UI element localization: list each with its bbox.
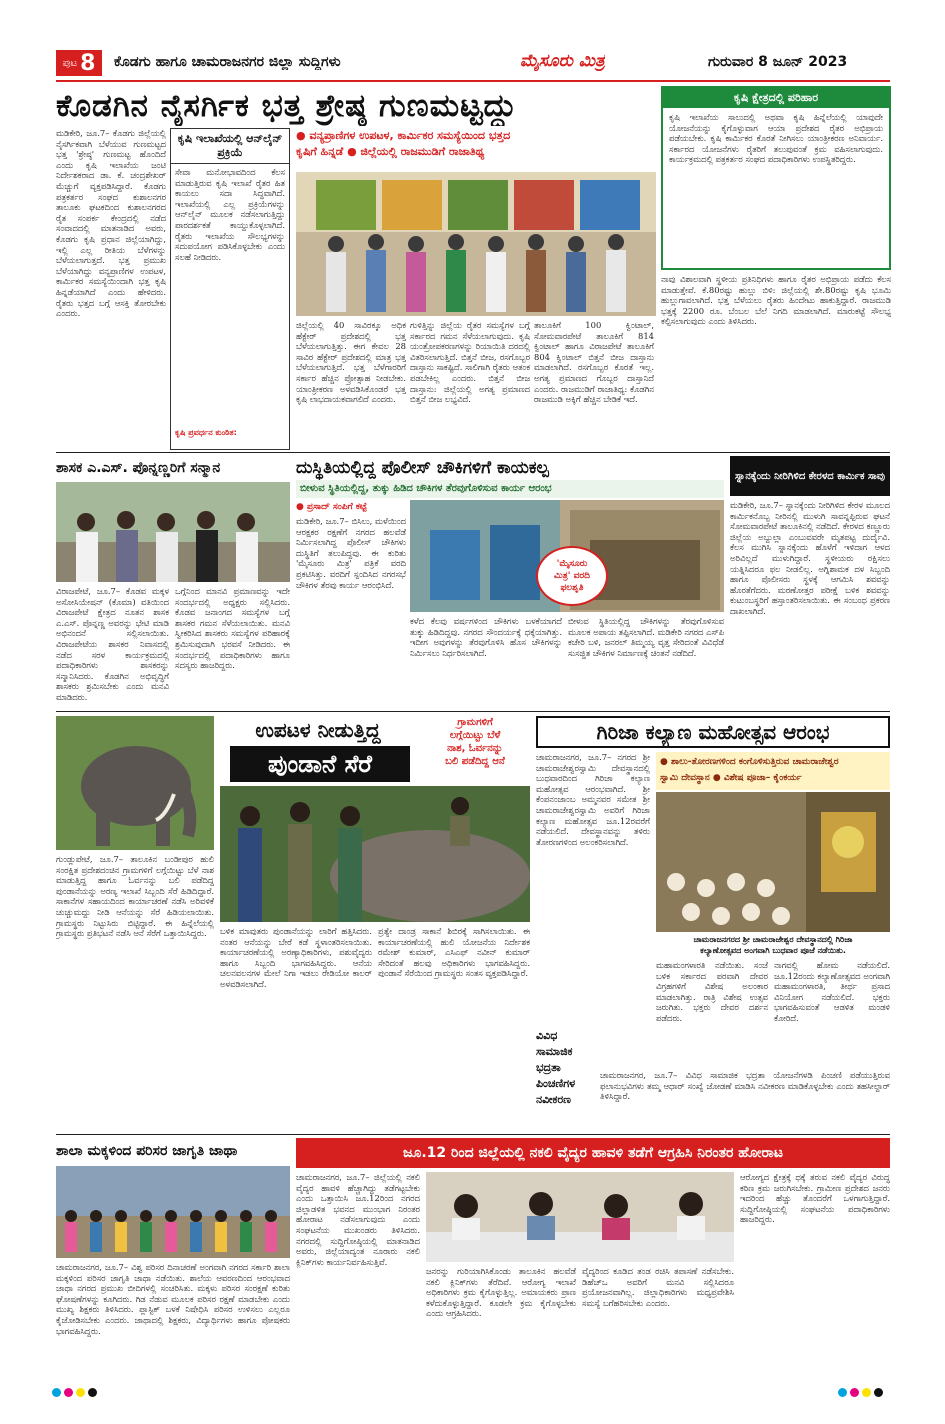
lead-box-byline: ಕೃಷಿ ಪ್ರವರ್ಧನ ಕುಂಠಿತ: — [175, 428, 237, 437]
doctors-col-4: ಆರೋಗ್ಯದ ಕ್ಷೇತ್ರಕ್ಕೆ ಧಕ್ಕೆ ತರುವ ನಕಲಿ ವೈದ್ಯರ ವಿರುದ್ಧ ಕಠಿಣ ಕ್ರಮ ಜರುಗಿಸಬೇಕು. ಗ್ರಾಮೀಣ ಪ್ರದೇಶದ ಜನರು ಇದರಿಂದ ಹೆಚ್ಚು ತೊಂದರೆಗೆ ಒಳಗಾಗುತ್ತಿದ್ದಾರೆ. ಸುದ್ದಿಗೋಷ್ಠಿಯಲ್ಲಿ ಸಂಘಟನೆಯ ಪದಾಧಿಕಾರಿಗಳು ಹಾಜರಿದ್ದರು. — [740, 1172, 890, 1225]
registration-marks-left — [52, 1382, 100, 1401]
page-number-box — [56, 50, 102, 76]
doctors-col-3: ವೈದ್ಯರಿಂದ ಕೂಡಿದ ತಂಡ ರಚಿಸಿ ತಪಾಸಣೆ ನಡೆಸಬೇಕು. ಡಿಹೆಚ್‌ಒ ಅವರಿಗೆ ಮನವಿ ಸಲ್ಲಿಸಿದರೂ ಪ್ರಯೋಜನವಾಗಿಲ್ಲ. ಜಿಲ್ಲಾಧಿಕಾರಿಗಳು ಮಧ್ಯಪ್ರವೇಶಿಸಿ ಸಮಸ್ಯೆ ಬಗೆಹರಿಸಬೇಕು ಎಂದರು. — [582, 1266, 734, 1308]
elephant-tag-1: ಗ್ರಾಮಗಳಿಗೆ — [457, 717, 493, 728]
lead-col-5: ತಾಲೂಕಿಗೆ 100 ಕ್ವಿಂಟಾಲ್, ಸೋಮವಾರಪೇಟೆ ತಾಲೂಕಿಗೆ 814 ಕ್ವಿಂಟಾಲ್ ಹಾಗೂ ವಿರಾಜಪೇಟೆ ತಾಲೂಕಿಗೆ 804 ಕ್ವಿಂಟಾಲ್ ಬಿತ್ತನೆ ಬೀಜ ದಾಸ್ತಾನು ಮಾಡಲಾಗಿದೆ. ರಸಗೊಬ್ಬರ ಕೊರತೆ ಇಲ್ಲ. ಅಗತ್ಯ ಪ್ರಮಾಣದ ಗೊಬ್ಬರ ದಾಸ್ತಾನಿದೆ ಎಂದರು. ರಾಜಮುಡಿಗೆ ರಾಜಾತಿಥ್ಯ: ಕೊಡಗಿನ ರಾಜಮುಡಿ ಅಕ್ಕಿಗೆ ಹೆಚ್ಚಿನ ಬೇಡಿಕೆ ಇದೆ. — [534, 320, 654, 405]
girija-caption-1: ಚಾಮರಾಜನಗರದ ಶ್ರೀ ಚಾಮರಾಜೇಶ್ವರ ದೇವಸ್ಥಾನದಲ್ಲಿ ಗಿರಿಜಾ — [693, 935, 853, 944]
elephant-col-2: ಬಳಿಕ ಮಾವುತರು ಪುಂಡಾನೆಯನ್ನು ಲಾರಿಗೆ ಹತ್ತಿಸಿದರು. ನಂತರ ಆನೆಯನ್ನು ಬೇರೆ ಕಡೆ ಸ್ಥಳಾಂತರಿಸಲಾಯಿತು. ಕಾರ್ಯಾಚರಣೆಯಲ್ಲಿ ಅರಣ್ಯಾಧಿಕಾರಿಗಳು, ಪಶುವೈದ್ಯರು ಹಾಗೂ ಸಿಬ್ಬಂದಿ ಭಾಗವಹಿಸಿದ್ದರು. ಆನೆಯ ಚಲನವಲನಗಳ ಮೇಲೆ ನಿಗಾ ಇಡಲು ರೇಡಿಯೋ ಕಾಲರ್ ಅಳವಡಿಸಲಾಗಿದೆ. — [220, 926, 372, 989]
section-title: ಕೊಡಗು ಹಾಗೂ ಚಾಮರಾಜನಗರ ಜಿಲ್ಲಾ ಸುದ್ದಿಗಳು — [114, 54, 341, 70]
black-dot — [874, 1388, 883, 1397]
police-subhead: ಬೀಳುವ ಸ್ಥಿತಿಯಲ್ಲಿದ್ದ, ತುಕ್ಕು ಹಿಡಿದ ಚೌಕಿಗಳ ತೆರವುಗೊಳಿಸುವ ಕಾರ್ಯ ಆರಂಭ — [296, 480, 724, 498]
elephant-headline-1: ಉಪಟಳ ನೀಡುತ್ತಿದ್ದ — [255, 718, 381, 742]
girija-caption — [656, 934, 890, 956]
divider-1 — [56, 452, 890, 453]
police-photo — [410, 500, 724, 612]
police-col-2: ಕಳೆದ ಕೆಲವು ವರ್ಷಗಳಿಂದ ಚೌಕಿಗಳು ಬಳಕೆಯಾಗದೆ ತುಕ್ಕು ಹಿಡಿದಿದ್ದವು. ನಗರದ ಸೌಂದರ್ಯಕ್ಕೆ ಧಕ್ಕೆಯಾಗಿತ್ತು. ಇದೀಗ ಅವುಗಳನ್ನು ತೆರವುಗೊಳಿಸಿ ಹೊಸ ಚೌಕಿಗಳನ್ನು ನಿರ್ಮಿಸಲು ನಿರ್ಧರಿಸಲಾಗಿದೆ. — [410, 616, 562, 658]
magenta-dot — [850, 1388, 859, 1397]
lead-box-text: ಸೇವಾ ಮನೋಭಾವದಿಂದ ಕೆಲಸ ಮಾಡುತ್ತಿರುವ ಕೃಷಿ ಇಲಾಖೆ ರೈತರ ಹಿತ ಕಾಯಲು ಸದಾ ಸಿದ್ಧವಾಗಿದೆ. ಇಲಾಖೆಯಲ್ಲಿ ಎಲ್ಲ ಪ್ರಕ್ರಿಯೆಗಳನ್ನು ಆನ್‌ಲೈನ್ ಮೂಲಕ ನಡೆಸಲಾಗುತ್ತಿದ್ದು ಪಾರದರ್ಶಕತೆ ಕಾಯ್ದುಕೊಳ್ಳಲಾಗಿದೆ. ರೈತರು ಇಲಾಖೆಯ ಸೌಲಭ್ಯಗಳನ್ನು ಸದುಪಯೋಗ ಪಡಿಸಿಕೊಳ್ಳಬೇಕು ಎಂದು ಸಲಹೆ ನೀಡಿದರು. — [175, 167, 285, 262]
lead-col-4: ಗುಳಿತ್ತಿನ್ನು ಜಿಲ್ಲೆಯ ರೈತರ ಸಮಸ್ಯೆಗಳ ಬಗ್ಗೆ ಸರ್ಕಾರದ ಗಮನ ಸೆಳೆಯಲಾಗುವುದು. ಕೃಷಿ ಯಂತ್ರೋಪಕರಣಗಳನ್ನು ರಿಯಾಯಿತಿ ದರದಲ್ಲಿ ವಿತರಿಸಲಾಗುತ್ತಿದೆ. ಬಿತ್ತನೆ ಬೀಜ, ರಸಗೊಬ್ಬರ ದಾಸ್ತಾನು ಸಾಕಷ್ಟಿದೆ. ಸಾಲಿಗಾಗಿ ರೈತರು ಆತಂಕ ಪಡಬೇಕಿಲ್ಲ ಎಂದರು. ಬಿತ್ತನೆ ಬೀಜ ದಾಸ್ತಾನು: ಜಿಲ್ಲೆಯಲ್ಲಿ ಅಗತ್ಯ ಪ್ರಮಾಣದ ಬಿತ್ತನೆ ಬೀಜ ಲಭ್ಯವಿದೆ. — [410, 320, 530, 405]
girija-photo-image — [656, 792, 890, 932]
girija-caption-2: ಕಲ್ಯಾಣೋತ್ಸವದ ಅಂಗವಾಗಿ ಬುಧವಾರ ಪೂಜೆ ನಡೆಯಿತು. — [700, 946, 846, 955]
mla-col-1: ವಿರಾಜಪೇಟೆ, ಜೂ.7– ಕೊಡವ ಮಕ್ಕಳ ಅಸೋಸಿಯೇಷನ್ (ಕೊಮಾ) ವತಿಯಿಂದ ವಿರಾಜಪೇಟೆ ಕ್ಷೇತ್ರದ ನೂತನ ಶಾಸಕ ಎ.ಎಸ್. ಪೊನ್ನಣ್ಣ ಅವರನ್ನು ಭೇಟಿ ಮಾಡಿ ಅಭಿನಂದನೆ ಸಲ್ಲಿಸಲಾಯಿತು. ವಿರಾಜಪೇಟೆಯ ಶಾಸಕರ ನಿವಾಸದಲ್ಲಿ ನಡೆದ ಸರಳ ಕಾರ್ಯಕ್ರಮದಲ್ಲಿ ಪದಾಧಿಕಾರಿಗಳು ಶಾಸಕರನ್ನು ಸನ್ಮಾನಿಸಿದರು. ಕೊಡಗಿನ ಅಭಿವೃದ್ಧಿಗೆ ಶಾಸಕರು ಶ್ರಮಿಸಬೇಕು ಎಂದು ಮನವಿ ಮಾಡಿದರು. — [56, 586, 169, 702]
elephant-photo-1-image — [56, 716, 214, 850]
pension-label-3: ಭದ್ರತಾ — [536, 1061, 561, 1074]
school-headline: ಶಾಲಾ ಮಕ್ಕಳಿಂದ ಪರಿಸರ ಜಾಗೃತಿ ಜಾಥಾ — [56, 1143, 238, 1159]
elephant-tag — [420, 716, 530, 768]
lead-box-title: ಕೃಷಿ ಇಲಾಖೆಯಲ್ಲಿ ಆನ್‌ಲೈನ್ ಪ್ರಕ್ರಿಯೆ — [171, 129, 289, 164]
lead-col-1: ಮಡಿಕೇರಿ, ಜೂ.7– ಕೊಡಗು ಜಿಲ್ಲೆಯಲ್ಲಿ ನೈಸರ್ಗಿಕವಾಗಿ ಬೆಳೆಯುವ ಗುಣಮಟ್ಟದ ಭತ್ತ 'ಶ್ರೇಷ್ಠ' ಗುಣಮಟ್ಟ ಹೊಂದಿದೆ ಎಂದು ಕೃಷಿ ಇಲಾಖೆಯ ಜಂಟಿ ನಿರ್ದೇಶಕರಾದ ಡಾ. ಕೆ. ಚಂದ್ರಶೇಖರ್ ಮೆಚ್ಚುಗೆ ವ್ಯಕ್ತಪಡಿಸಿದ್ದಾರೆ. ಕೊಡಗು ಪತ್ರಕರ್ತರ ಸಂಘದ ಕುಶಾಲನಗರ ತಾಲೂಕು ಘಟಕದಿಂದ ಕುಶಾಲನಗರದ ರೈತ ಸಂಪರ್ಕ ಕೇಂದ್ರದಲ್ಲಿ ನಡೆದ ಸಂವಾದದಲ್ಲಿ ಮಾತನಾಡಿದ ಅವರು, ಕೊಡಗು ಕೃಷಿ ಪ್ರಧಾನ ಜಿಲ್ಲೆಯಾಗಿದ್ದು, ಇಲ್ಲಿ ಎಲ್ಲ ರೀತಿಯ ಬೆಳೆಗಳನ್ನು ಬೆಳೆಯಲಾಗುತ್ತದೆ. ಭತ್ತ ಪ್ರಮುಖ ಬೆಳೆಯಾಗಿದ್ದು ವನ್ಯಪ್ರಾಣಿಗಳ ಉಪಟಳ, ಕಾರ್ಮಿಕರ ಸಮಸ್ಯೆಯಿಂದಾಗಿ ಭತ್ತ ಕೃಷಿ ಹಿನ್ನಡೆಯಾಗಿದೆ ಎಂದು ಹೇಳಿದರು. ರೈತರು ಭತ್ತದ ಬಗ್ಗೆ ಆಸಕ್ತಿ ತೋರಬೇಕು ಎಂದರು. — [56, 128, 166, 319]
pension-label-2: ಸಾಮಾಜಿಕ — [536, 1045, 573, 1058]
magenta-dot — [64, 1388, 73, 1397]
yellow-dot — [862, 1388, 871, 1397]
elephant-photo-2-image — [220, 786, 530, 922]
kerala-headline: ಸ್ನಾನಕ್ಕೆಂದು ನೀರಿಗಿಳಿದ ಕೇರಳದ ಕಾರ್ಮಿಕ ಸಾವು — [735, 470, 885, 482]
police-stamp-line-3: ಫಲಶೃತಿ — [560, 583, 584, 593]
elephant-col-3: ಪ್ರತ್ಯೇ ದಾಂಡ್ರ ಸಾಕಾನೆ ಶಿಬಿರಕ್ಕೆ ಸಾಗಿಸಲಾಯಿತು. ಈ ಕಾರ್ಯಾಚರಣೆಯಲ್ಲಿ ಹುಲಿ ಯೋಜನೆಯ ನಿರ್ದೇಶಕ ರಮೇಶ್ ಕುಮಾರ್, ಎಸಿಎಫ್ ನವೀನ್ ಕುಮಾರ್ ಸೇರಿದಂತೆ ಹಲವು ಅಧಿಕಾರಿಗಳು ಭಾಗವಹಿಸಿದ್ದರು. ಪುಂಡಾನೆ ಸೆರೆಯಿಂದ ಗ್ರಾಮಸ್ಥರು ಸಂತಸ ವ್ಯಕ್ತಪಡಿಸಿದ್ದಾರೆ. — [378, 926, 530, 979]
pension-label-1: ವಿವಿಧ — [536, 1029, 558, 1042]
divider-3 — [56, 1134, 890, 1135]
page-number: 8 — [80, 50, 96, 76]
masthead — [0, 44, 945, 82]
mla-col-2: ಒಗ್ಗೆನಿಂದ ಮಾನವಿ ಪ್ರಮಾಣವನ್ನು ಇದೇ ಸಂದರ್ಭದಲ್ಲಿ ಅಧ್ಯಕ್ಷರು ಸಲ್ಲಿಸಿದರು. ಕೊಡವ ಜನಾಂಗದ ಸಮಸ್ಯೆಗಳ ಬಗ್ಗೆ ಶಾಸಕರ ಗಮನ ಸೆಳೆಯಲಾಯಿತು. ಮನವಿ ಸ್ವೀಕರಿಸಿದ ಶಾಸಕರು ಸಮಸ್ಯೆಗಳ ಪರಿಹಾರಕ್ಕೆ ಶ್ರಮಿಸುವುದಾಗಿ ಭರವಸೆ ನೀಡಿದರು. ಈ ಸಂದರ್ಭದಲ್ಲಿ ಪದಾಧಿಕಾರಿಗಳು ಹಾಗೂ ಸದಸ್ಯರು ಹಾಜರಿದ್ದರು. — [175, 586, 290, 671]
pension-label — [536, 1008, 596, 1130]
green-box-lower: ನಾವು ವಿಶಾಲವಾಗಿ ಸ್ಥಳೀಯ ಪ್ರತಿನಿಧಿಗಳು ಹಾಗೂ ರೈತರ ಅಭಿಪ್ರಾಯ ಪಡೆದು ಕೆಲಸ ಮಾಡುತ್ತೇವೆ. ಕೆ.80ರಷ್ಟು ಹುಲ್ಲು ಬಿಳಿ: ಜಿಲ್ಲೆಯಲ್ಲಿ ಶೇ.80ರಷ್ಟು ಕೃಷಿ ಭೂಮಿ ಹುಲ್ಲುಗಾವಲಾಗಿದೆ. ಭತ್ತ ಬೆಳೆಯಲು ರೈತರು ಹಿಂದೇಟು ಹಾಕುತ್ತಿದ್ದಾರೆ. ರಾಜಮುಡಿ ಭತ್ತಕ್ಕೆ 2200 ರೂ. ಬೆಂಬಲ ಬೆಲೆ ನಿಗದಿ ಮಾಡಲಾಗಿದೆ. ಮಾರುಕಟ್ಟೆ ಸೌಲಭ್ಯ ಕಲ್ಪಿಸಲಾಗುವುದು ಎಂದು ತಿಳಿಸಿದರು. — [661, 274, 891, 327]
doctors-col-1: ಚಾಮರಾಜನಗರ, ಜೂ.7– ಜಿಲ್ಲೆಯಲ್ಲಿ ನಕಲಿ ವೈದ್ಯರ ಹಾವಳಿ ಹೆಚ್ಚಾಗಿದ್ದು ತಡೆಗಟ್ಟಬೇಕು ಎಂದು ಒತ್ತಾಯಿಸಿ ಜೂ.12ರಿಂದ ನಗರದ ಜಿಲ್ಲಾಡಳಿತ ಭವನದ ಮುಂಭಾಗ ನಿರಂತರ ಹೋರಾಟ ನಡೆಸಲಾಗುವುದು ಎಂದು ಸಂಘಟನೆಯ ಮುಖಂಡರು ತಿಳಿಸಿದರು. ನಗರದಲ್ಲಿ ಸುದ್ದಿಗೋಷ್ಠಿಯಲ್ಲಿ ಮಾತನಾಡಿದ ಅವರು, ಜಿಲ್ಲೆಯಾದ್ಯಂತ ನೂರಾರು ನಕಲಿ ಕ್ಲಿನಿಕ್‌ಗಳು ಕಾರ್ಯನಿರ್ವಹಿಸುತ್ತಿವೆ. — [296, 1172, 420, 1267]
pension-label-5: ನವೀಕರಣ — [536, 1093, 571, 1106]
brand-logo: ಮೈಸೂರು ಮಿತ್ರ — [520, 51, 605, 71]
elephant-tag-3: ನಾಶ, ಓರ್ವನನ್ನು — [447, 743, 503, 754]
issue-date: ಗುರುವಾರ 8 ಜೂನ್ 2023 — [708, 54, 848, 70]
pension-label-4: ಪಿಂಚಣಿಗಳ — [536, 1077, 576, 1090]
divider-2 — [56, 711, 890, 712]
green-box-text: ಕೃಷಿ ಇಲಾಖೆಯ ಸಾಲುದಲ್ಲಿ ಅಥವಾ ಕೃಷಿ ಹಿನ್ನೆಲೆಯಲ್ಲಿ ಯಾವುದೇ ಯೋಜನೆಯನ್ನು ಕೈಗೊಳ್ಳುವಾಗ ಆಯಾ ಪ್ರದೇಶದ ರೈತರ ಅಭಿಪ್ರಾಯ ಪಡೆಯಬೇಕು. ಕೃಷಿ ಕಾರ್ಮಿಕರ ಕೊರತೆ ನೀಗಿಸಲು ಯಾಂತ್ರೀಕರಣ ಅನಿವಾರ್ಯ. ಸರ್ಕಾರದ ಯೋಜನೆಗಳು ರೈತರಿಗೆ ತಲುಪುವಂತೆ ಕ್ರಮ ವಹಿಸಲಾಗುವುದು. ಕಾರ್ಯಕ್ರಮದಲ್ಲಿ ಪತ್ರಕರ್ತರ ಸಂಘದ ಪದಾಧಿಕಾರಿಗಳು ಉಪಸ್ಥಿತರಿದ್ದರು. — [669, 112, 883, 165]
green-box — [661, 86, 891, 270]
school-photo-image — [56, 1166, 290, 1258]
lead-subheads — [296, 128, 656, 170]
mla-headline: ಶಾಸಕ ಎ.ಎಸ್. ಪೊನ್ನಣ್ಣರಿಗೆ ಸನ್ಮಾನ — [56, 460, 221, 476]
black-dot — [88, 1388, 97, 1397]
police-headline: ದುಸ್ಥಿತಿಯಲ್ಲಿದ್ದ ಪೊಲೀಸ್ ಚೌಕಿಗಳಿಗೆ ಕಾಯಕಲ್ಪ — [296, 458, 549, 478]
elephant-tag-4: ಬಲಿ ಪಡೆದಿದ್ದ ಆನೆ — [445, 756, 505, 767]
girija-subhead-1: ● ಶಾಲು-ತೋರಣಗಳಿಂದ ಕಂಗೊಳಿಸುತ್ತಿರುವ ಚಾಮರಾಜೇಶ್ವರ — [660, 757, 839, 767]
girija-col-2: ಮಹಾಮಂಗಳಾರತಿ ನಡೆಯಿತು. ಸಂಜೆ ಬಳಿಕ ಸರ್ಕಾರದ ಪರವಾಗಿ ದೇವರ ವಿಗ್ರಹಗಳಿಗೆ ವಿಶೇಷ ಅಲಂಕಾರ ಮಾಡಲಾಗಿತ್ತು. ರಾತ್ರಿ ವಿಶೇಷ ಉತ್ಸವ ಜರುಗಿತು. ಭಕ್ತರು ದೇವರ ದರ್ಶನ ಪಡೆದರು. — [656, 960, 768, 1023]
elephant-photo-2 — [220, 786, 530, 922]
girija-col-1: ಚಾಮರಾಜನಗರ, ಜೂ.7– ನಗರದ ಶ್ರೀ ಚಾಮರಾಜೇಶ್ವರಸ್ವಾಮಿ ದೇವಸ್ಥಾನದಲ್ಲಿ ಬುಧವಾರದಿಂದ ಗಿರಿಜಾ ಕಲ್ಯಾಣ ಮಹೋತ್ಸವ ಆರಂಭವಾಗಿದೆ. ಶ್ರೀ ಕೆಂಪನಂಜಾಂಬ ಅಮ್ಮನವರ ಸಮೇತ ಶ್ರೀ ಚಾಮರಾಜೇಶ್ವರಸ್ವಾಮಿ ಅವರಿಗೆ ಗಿರಿಜಾ ಕಲ್ಯಾಣ ಮಹೋತ್ಸವ ಜೂ.12ರವರೆಗೆ ನಡೆಯಲಿದೆ. ದೇವಸ್ಥಾನವನ್ನು ತಳಿರು ತೋರಣಗಳಿಂದ ಅಲಂಕರಿಸಲಾಗಿದೆ. — [536, 752, 650, 847]
mla-photo-image — [56, 482, 290, 582]
elephant-col-1: ಗುಂಡ್ಲುಪೇಟೆ, ಜೂ.7– ತಾಲೂಕಿನ ಬಂಡೀಪುರ ಹುಲಿ ಸಂರಕ್ಷಿತ ಪ್ರದೇಶದಂಚಿನ ಗ್ರಾಮಗಳಿಗೆ ಲಗ್ಗೆಯಿಟ್ಟು ಬೆಳೆ ನಾಶ ಮಾಡುತ್ತಿದ್ದ ಹಾಗೂ ಓರ್ವನನ್ನು ಬಲಿ ಪಡೆದಿದ್ದ ಪುಂಡಾನೆಯನ್ನು ಅರಣ್ಯ ಇಲಾಖೆ ಸಿಬ್ಬಂದಿ ಸೆರೆ ಹಿಡಿದಿದ್ದಾರೆ. ಸಾಕಾನೆಗಳ ಸಹಾಯದಿಂದ ಕಾರ್ಯಾಚರಣೆ ನಡೆಸಿ ಅರಿವಳಿಕೆ ಚುಚ್ಚುಮದ್ದು ನೀಡಿ ಆನೆಯನ್ನು ಸೆರೆ ಹಿಡಿಯಲಾಯಿತು. ಗ್ರಾಮಸ್ಥರು ನಿಟ್ಟುಸಿರು ಬಿಟ್ಟಿದ್ದಾರೆ. ಈ ಹಿನ್ನೆಲೆಯಲ್ಲಿ ಗ್ರಾಮಸ್ಥರು ಪ್ರತಿಭಟನೆ ನಡೆಸಿ ಆನೆ ಸೆರೆಗೆ ಒತ್ತಾಯಿಸಿದ್ದರು. — [56, 854, 214, 939]
school-text: ಚಾಮರಾಜನಗರ, ಜೂ.7– ವಿಶ್ವ ಪರಿಸರ ದಿನಾಚರಣೆ ಅಂಗವಾಗಿ ನಗರದ ಸರ್ಕಾರಿ ಶಾಲಾ ಮಕ್ಕಳಿಂದ ಪರಿಸರ ಜಾಗೃತಿ ಜಾಥಾ ನಡೆಯಿತು. ಶಾಲೆಯ ಆವರಣದಿಂದ ಆರಂಭವಾದ ಜಾಥಾ ನಗರದ ಪ್ರಮುಖ ಬೀದಿಗಳಲ್ಲಿ ಸಂಚರಿಸಿತು. ಮಕ್ಕಳು ಪರಿಸರ ಸಂರಕ್ಷಣೆ ಕುರಿತು ಘೋಷಣೆಗಳನ್ನು ಕೂಗಿದರು. ಗಿಡ ನೆಡುವ ಮೂಲಕ ಪರಿಸರ ರಕ್ಷಣೆ ಮಾಡಬೇಕು ಎಂದು ಮುಖ್ಯ ಶಿಕ್ಷಕರು ತಿಳಿಸಿದರು. ಪ್ಲಾಸ್ಟಿಕ್ ಬಳಕೆ ನಿಷೇಧಿಸಿ ಪರಿಸರ ಉಳಿಸಲು ಎಲ್ಲರೂ ಕೈಜೋಡಿಸಬೇಕು ಎಂದರು. ಜಾಥಾದಲ್ಲಿ ಶಿಕ್ಷಕರು, ವಿದ್ಯಾರ್ಥಿಗಳು ಹಾಗೂ ಪೋಷಕರು ಭಾಗವಹಿಸಿದ್ದರು. — [56, 1262, 290, 1336]
lead-photo-image — [296, 172, 656, 316]
cyan-dot — [52, 1388, 61, 1397]
elephant-headline-2: ಪುಂಡಾನೆ ಸೆರೆ — [268, 750, 372, 778]
doctors-col-2: ಜನರನ್ನು ಗುರಿಯಾಗಿಸಿಕೊಂಡು ತಾಲೂಕಿನ ಹಲವೆಡೆ ನಕಲಿ ಕ್ಲಿನಿಕ್‌ಗಳು ತೆರೆದಿವೆ. ಆರೋಗ್ಯ ಇಲಾಖೆ ಅಧಿಕಾರಿಗಳು ಕ್ರಮ ಕೈಗೊಳ್ಳುತ್ತಿಲ್ಲ. ಅಮಾಯಕರು ಪ್ರಾಣ ಕಳೆದುಕೊಳ್ಳುತ್ತಿದ್ದಾರೆ. ಕೂಡಲೇ ಕ್ರಮ ಕೈಗೊಳ್ಳಬೇಕು ಎಂದು ಆಗ್ರಹಿಸಿದರು. — [426, 1266, 576, 1319]
masthead-rule — [56, 80, 890, 82]
police-col-1: ಮಡಿಕೇರಿ, ಜೂ.7– ಬಿಸಿಲು, ಮಳೆಯಿಂದ ಆರಕ್ಷಕರ ರಕ್ಷಣೆಗೆ ನಗರದ ಹಲವೆಡೆ ನಿರ್ಮಿಸಲಾಗಿದ್ದ ಪೊಲೀಸ್ ಚೌಕಿಗಳು ದುಸ್ಥಿತಿಗೆ ತಲುಪಿದ್ದವು. ಈ ಕುರಿತು 'ಮೈಸೂರು ಮಿತ್ರ' ಪತ್ರಿಕೆ ವರದಿ ಪ್ರಕಟಿಸಿತ್ತು. ವರದಿಗೆ ಸ್ಪಂದಿಸಿದ ನಗರಸಭೆ ಚೌಕಿಗಳ ತೆರವು ಕಾರ್ಯ ಆರಂಭಿಸಿದೆ. — [296, 516, 406, 590]
police-stamp-line-2: ಮಿತ್ರ' ವರದಿ — [554, 571, 590, 581]
kerala-headline-box — [730, 456, 890, 496]
police-stamp-line-1: 'ಮೈಸೂರು — [556, 559, 588, 569]
police-byline: ● ಪ್ರಸಾದ್ ಸಂಪಿಗೆ ಕಟ್ಟೆ — [296, 502, 367, 512]
police-col-3: ಬೀಳುವ ಸ್ಥಿತಿಯಲ್ಲಿದ್ದ ಚೌಕಿಗಳನ್ನು ತೆರವುಗೊಳಿಸುವ ಮೂಲಕ ಅಪಾಯ ತಪ್ಪಿಸಲಾಗಿದೆ. ಮಡಿಕೇರಿ ನಗರದ ಎಸ್‌ಪಿ ಕಚೇರಿ ಬಳಿ, ಜನರಲ್ ತಿಮ್ಮಯ್ಯ ವೃತ್ತ ಸೇರಿದಂತೆ ವಿವಿಧೆಡೆ ಸುಸಜ್ಜಿತ ಚೌಕಿಗಳ ನಿರ್ಮಾಣಕ್ಕೆ ಚಿಂತನೆ ನಡೆದಿದೆ. — [568, 616, 724, 658]
doctors-headline: ಜೂ.12 ರಿಂದ ಜಿಲ್ಲೆಯಲ್ಲಿ ನಕಲಿ ವೈದ್ಯರ ಹಾವಳಿ ತಡೆಗೆ ಆಗ್ರಹಿಸಿ ನಿರಂತರ ಹೋರಾಟ — [403, 1145, 783, 1161]
lead-box — [170, 128, 290, 450]
doctors-photo-image — [426, 1172, 734, 1262]
green-box-title: ಕೃಷಿ ಕ್ಷೇತ್ರದಲ್ಲಿ ಪರಿಹಾರ — [663, 88, 889, 108]
doctors-headline-box — [296, 1138, 890, 1168]
lead-photo — [296, 172, 656, 316]
lead-subhead-1: ● ವನ್ಯಪ್ರಾಣಿಗಳ ಉಪಟಳ, ಕಾರ್ಮಿಕರ ಸಮಸ್ಯೆಯಿಂದ ಭತ್ತದ — [296, 129, 511, 142]
kerala-text: ಮಡಿಕೇರಿ, ಜೂ.7– ಸ್ನಾನಕ್ಕೆಂದು ನೀರಿಗಿಳಿದ ಕೇರಳ ಮೂಲದ ಕಾರ್ಮಿಕನೊಬ್ಬ ನೀರಿನಲ್ಲಿ ಮುಳುಗಿ ಸಾವನ್ನಪ್ಪಿರುವ ಘಟನೆ ಸೋಮವಾರಪೇಟೆ ತಾಲೂಕಿನಲ್ಲಿ ನಡೆದಿದೆ. ಕೇರಳದ ಕಣ್ಣೂರು ಜಿಲ್ಲೆಯ ಅಬ್ದುಲ್ಲಾ ಎಂಬುವವರೇ ಮೃತಪಟ್ಟ ದುರ್ದೈವಿ. ಕೆಲಸ ಮುಗಿಸಿ ಸ್ನಾನಕ್ಕೆಂದು ಹೊಳೆಗೆ ಇಳಿದಾಗ ಆಳದ ಅರಿವಿಲ್ಲದೆ ಮುಳುಗಿದ್ದಾರೆ. ಸ್ಥಳೀಯರು ರಕ್ಷಿಸಲು ಯತ್ನಿಸಿದರೂ ಫಲ ನೀಡಲಿಲ್ಲ. ಅಗ್ನಿಶಾಮಕ ದಳ ಸಿಬ್ಬಂದಿ ಹಾಗೂ ಪೊಲೀಸರು ಸ್ಥಳಕ್ಕೆ ಆಗಮಿಸಿ ಶವವನ್ನು ಹೊರತೆಗೆದರು. ಮರಣೋತ್ತರ ಪರೀಕ್ಷೆ ಬಳಿಕ ಶವವನ್ನು ಕುಟುಂಬಸ್ಥರಿಗೆ ಹಸ್ತಾಂತರಿಸಲಾಯಿತು. ಈ ಸಂಬಂಧ ಪ್ರಕರಣ ದಾಖಲಾಗಿದೆ. — [730, 500, 890, 616]
pension-text: ಚಾಮರಾಜನಗರ, ಜೂ.7– ವಿವಿಧ ಸಾಮಾಜಿಕ ಭದ್ರತಾ ಯೋಜನೆಗಳಡಿ ಪಿಂಚಣಿ ಪಡೆಯುತ್ತಿರುವ ಫಲಾನುಭವಿಗಳು ತಮ್ಮ ಆಧಾರ್ ಸಂಖ್ಯೆ ಜೋಡಣೆ ಮಾಡಿಸಿ ನವೀಕರಣ ಮಾಡಿಕೊಳ್ಳಬೇಕು ಎಂದು ತಹಸೀಲ್ದಾರ್ ತಿಳಿಸಿದ್ದಾರೆ. — [600, 1070, 890, 1102]
girija-photo — [656, 792, 890, 932]
lead-col-3: ಜಿಲ್ಲೆಯಲ್ಲಿ 40 ಸಾವಿರಕ್ಕೂ ಅಧಿಕ ಹೆಕ್ಟೇರ್ ಪ್ರದೇಶದಲ್ಲಿ ಭತ್ತ ಬೆಳೆಯಲಾಗುತ್ತಿತ್ತು. ಈಗ ಕೇವಲ 28 ಸಾವಿರ ಹೆಕ್ಟೇರ್ ಪ್ರದೇಶದಲ್ಲಿ ಮಾತ್ರ ಭತ್ತ ಬೆಳೆಯಲಾಗುತ್ತಿದೆ. ಭತ್ತ ಬೆಳೆಗಾರರಿಗೆ ಸರ್ಕಾರ ಹೆಚ್ಚಿನ ಪ್ರೋತ್ಸಾಹ ನೀಡಬೇಕು. ಯಾಂತ್ರೀಕರಣ ಅಳವಡಿಸಿಕೊಂಡರೆ ಭತ್ತ ಕೃಷಿ ಲಾಭದಾಯಕವಾಗಲಿದೆ ಎಂದರು. — [296, 320, 406, 405]
lead-subhead-2: ಕೃಷಿಗೆ ಹಿನ್ನಡೆ ● ಜಿಲ್ಲೆಯಲ್ಲಿ ರಾಜಮುಡಿಗೆ ರಾಜಾತಿಥ್ಯ — [296, 145, 485, 158]
elephant-tag-2: ಲಗ್ಗೆಯಿಟ್ಟು ಬೆಳೆ — [449, 730, 501, 741]
elephant-photo-1 — [56, 716, 214, 850]
girija-subhead-2: ಸ್ವಾಮಿ ದೇವಸ್ಥಾನ ● ವಿಶೇಷ ಪೂಜಾ– ಕೈಂಕರ್ಯ — [660, 773, 802, 783]
girija-col-3: ನಾಗವಲ್ಲಿ ಹೋಮ ನಡೆಯಲಿದೆ. ಜೂ.12ರಂದು ಕಲ್ಯಾಣೋತ್ಸವದ ಅಂಗವಾಗಿ ಮಹಾಮಂಗಳಾರತಿ, ತೀರ್ಥ ಪ್ರಸಾದ ವಿನಿಯೋಗ ನಡೆಯಲಿದೆ. ಭಕ್ತರು ಭಾಗವಹಿಸುವಂತೆ ಆಡಳಿತ ಮಂಡಳಿ ಕೋರಿದೆ. — [774, 960, 890, 1023]
cyan-dot — [838, 1388, 847, 1397]
lead-headline: ಕೊಡಗಿನ ನೈಸರ್ಗಿಕ ಭತ್ತ ಶ್ರೇಷ್ಠ ಗುಣಮಟ್ಟದ್ದು — [56, 88, 518, 124]
registration-marks-right — [838, 1382, 886, 1401]
girija-headline: ಗಿರಿಜಾ ಕಲ್ಯಾಣ ಮಹೋತ್ಸವ ಆರಂಭ — [596, 720, 830, 744]
elephant-headline-2-box — [230, 746, 410, 782]
school-photo — [56, 1166, 290, 1258]
girija-subheads — [656, 752, 890, 790]
yellow-dot — [76, 1388, 85, 1397]
police-stamp — [536, 546, 608, 606]
mla-photo — [56, 482, 290, 582]
page-label: ಪುಟ — [62, 57, 78, 69]
doctors-photo — [426, 1172, 734, 1262]
girija-headline-box — [536, 716, 890, 748]
